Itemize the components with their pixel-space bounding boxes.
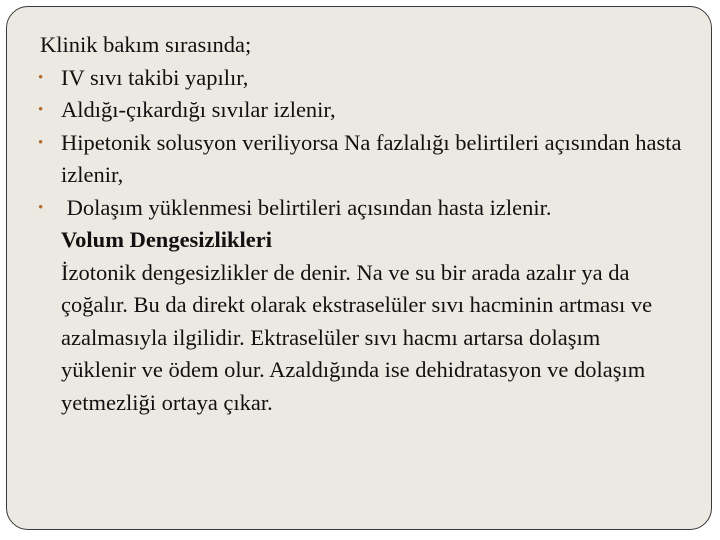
section-paragraph: İzotonik dengesizlikler de denir. Na ve su bir arada azalır ya da çoğalır. Bu da direkt olarak ekstraselüler sıvı hacminin artması ve azalmasıyla ilgilidir. Ektraselüler sıvı hacmı artarsa dolaşım yüklenir ve ödem olur. Azaldığında ise dehidratasyon ve dolaşım yetmezliği ortaya çıkar. [61, 259, 653, 415]
bullet-icon: • [38, 199, 44, 216]
section-heading: Volum Dengesizlikleri [61, 227, 273, 252]
bullet-list [38, 62, 698, 225]
list-item-text: Hipetonik solusyon veriliyorsa Na fazlalığı belirtileri açısından hasta izlenir, [61, 129, 682, 187]
list-item [38, 127, 698, 192]
list-item [38, 62, 698, 95]
intro-text: Klinik bakım sırasında; [40, 32, 252, 57]
bullet-icon: • [38, 134, 44, 151]
list-item-text: IV sıvı takibi yapılır, [61, 64, 249, 90]
bullet-icon: • [38, 69, 44, 86]
slide-panel [6, 6, 712, 530]
list-item [38, 94, 698, 127]
list-item-text: Dolaşım yüklenmesi belirtileri açısından hasta izlenir. [61, 194, 552, 220]
list-item [38, 192, 698, 225]
slide-content [38, 29, 698, 419]
bullet-icon: • [38, 102, 44, 118]
list-item-text: Aldığı-çıkardığı sıvılar izlenir, [61, 97, 336, 122]
